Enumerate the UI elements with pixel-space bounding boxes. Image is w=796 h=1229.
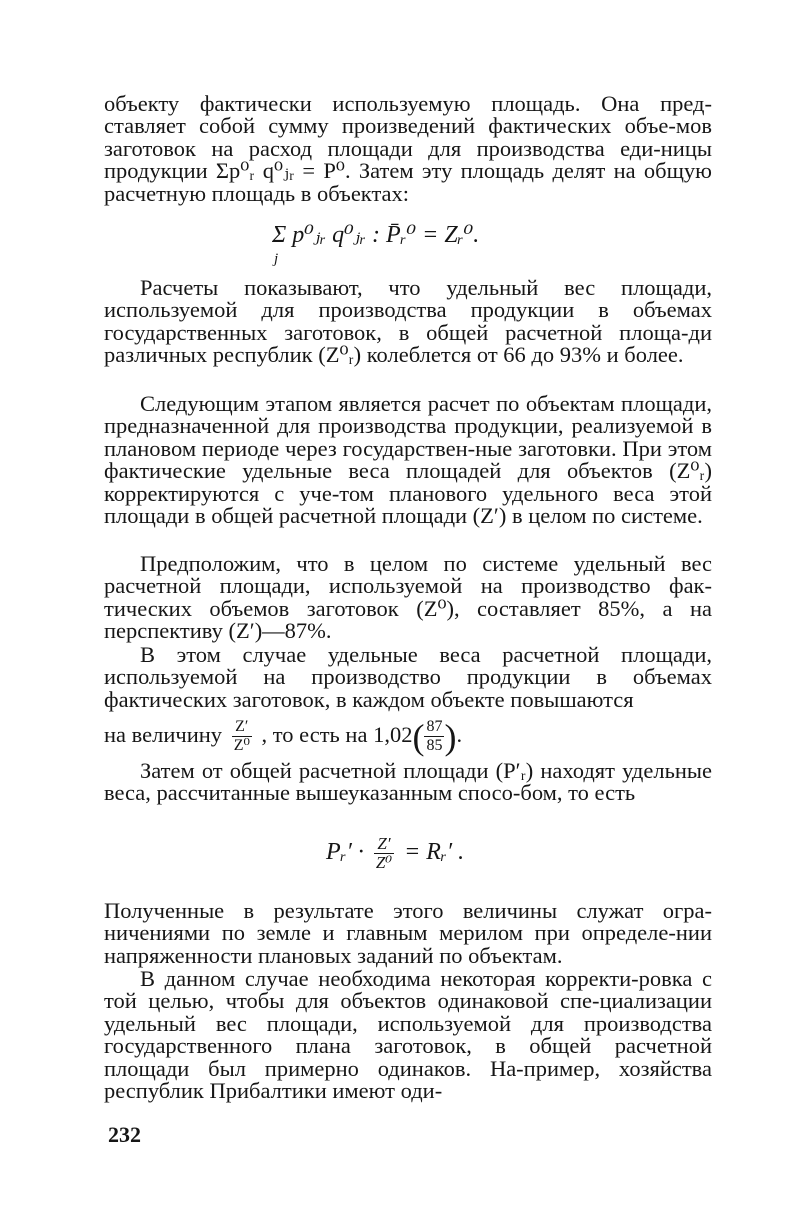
increase-prefix: на величину — [104, 722, 223, 747]
increase-ratio — [424, 718, 444, 755]
paragraph-1: объекту фактически используемую площадь. Она пред-ставляет собой сумму произведений фактических объе-мов заготовок на расход площади для производства еди-ницы продукции Σp⁰ᵣ q⁰ⱼᵣ = P⁰. Затем эту площадь делят на общую расчетную площадь в объектах: — [104, 91, 712, 206]
paragraph-3: Следующим этапом является расчет по объектам площади, предназначенной для производства продукции, реализуемой в плановом периоде через государствен-ные заготовки. При этом фактические удельные веса площадей для объектов (Z⁰ᵣ) корректируются с уче-том планового удельного веса этой площади в общей расчетной площади (Z′) в целом по системе. — [104, 391, 712, 529]
increase-suffix: . — [456, 722, 463, 747]
page-number: 232 — [108, 1122, 141, 1147]
formula-weights-fraction — [374, 835, 394, 872]
paragraph-6: Затем от общей расчетной площади (P′ᵣ) находят удельные веса, рассчитанные вышеуказанным спосо-бом, то есть — [104, 758, 712, 806]
increase-value: 1,02 — [373, 722, 413, 747]
ratio-denominator: 85 — [426, 737, 443, 755]
formula-weights-left: Pᵣ′ · — [326, 839, 364, 865]
increase-middle: , то есть на — [261, 722, 368, 747]
increase-fraction — [232, 718, 252, 755]
formula-weights — [326, 832, 464, 872]
paragraph-5: В этом случае удельные веса расчетной площади, используемой на производство продукции в объемах фактических заготовок, в каждом объекте повышаются — [104, 642, 712, 712]
formula-sum-index: j — [274, 251, 279, 267]
ratio-numerator: 87 — [426, 718, 443, 736]
formula-weights-right: = Rᵣ′ . — [404, 839, 465, 865]
paragraph-7: Полученные в результате этого величины служат огра-ничениями по земле и главным мерилом при определе-нии напряженности плановых заданий по объектам. — [104, 898, 712, 968]
fraction-denominator: Z⁰ — [233, 737, 250, 755]
fraction-numerator: Z′ — [232, 718, 252, 737]
paragraph-2: Расчеты показывают, что удельный вес площади, используемой для производства продукции в объемах государственных заготовок, в общей расчетной площа-ди различных республик (Z⁰ᵣ) колеблется от 66 до 93% и более. — [104, 275, 712, 368]
increase-line: на величину $\frac{Z'}{\text{Z⁰}}$ , то есть на 1,02( $\frac{87}{85}$ ). — [104, 716, 463, 757]
formula-share-text: Σ p⁰ⱼᵣ q⁰ⱼᵣ : P̄ᵣ⁰ = Zᵣ⁰. — [272, 222, 480, 248]
formula-share — [272, 221, 480, 267]
paragraph-4: Предположим, что в целом по системе удельный вес расчетной площади, используемой на производство фак-тических объемов заготовок (Z⁰), составляет 85%, а на перспективу (Z′)—87%. — [104, 551, 712, 644]
formula-numerator: Z′ — [374, 835, 394, 854]
paragraph-8: В данном случае необходима некоторая корректи-ровка с той целью, чтобы для объектов одинаковой спе-циализации удельный вес площади, используемой для производства государственного плана заготовок, в общей расчетной площади был примерно одинаков. На-пример, хозяйства республик Прибалтики имеют оди- — [104, 966, 712, 1104]
formula-denominator: Z⁰ — [375, 852, 393, 872]
